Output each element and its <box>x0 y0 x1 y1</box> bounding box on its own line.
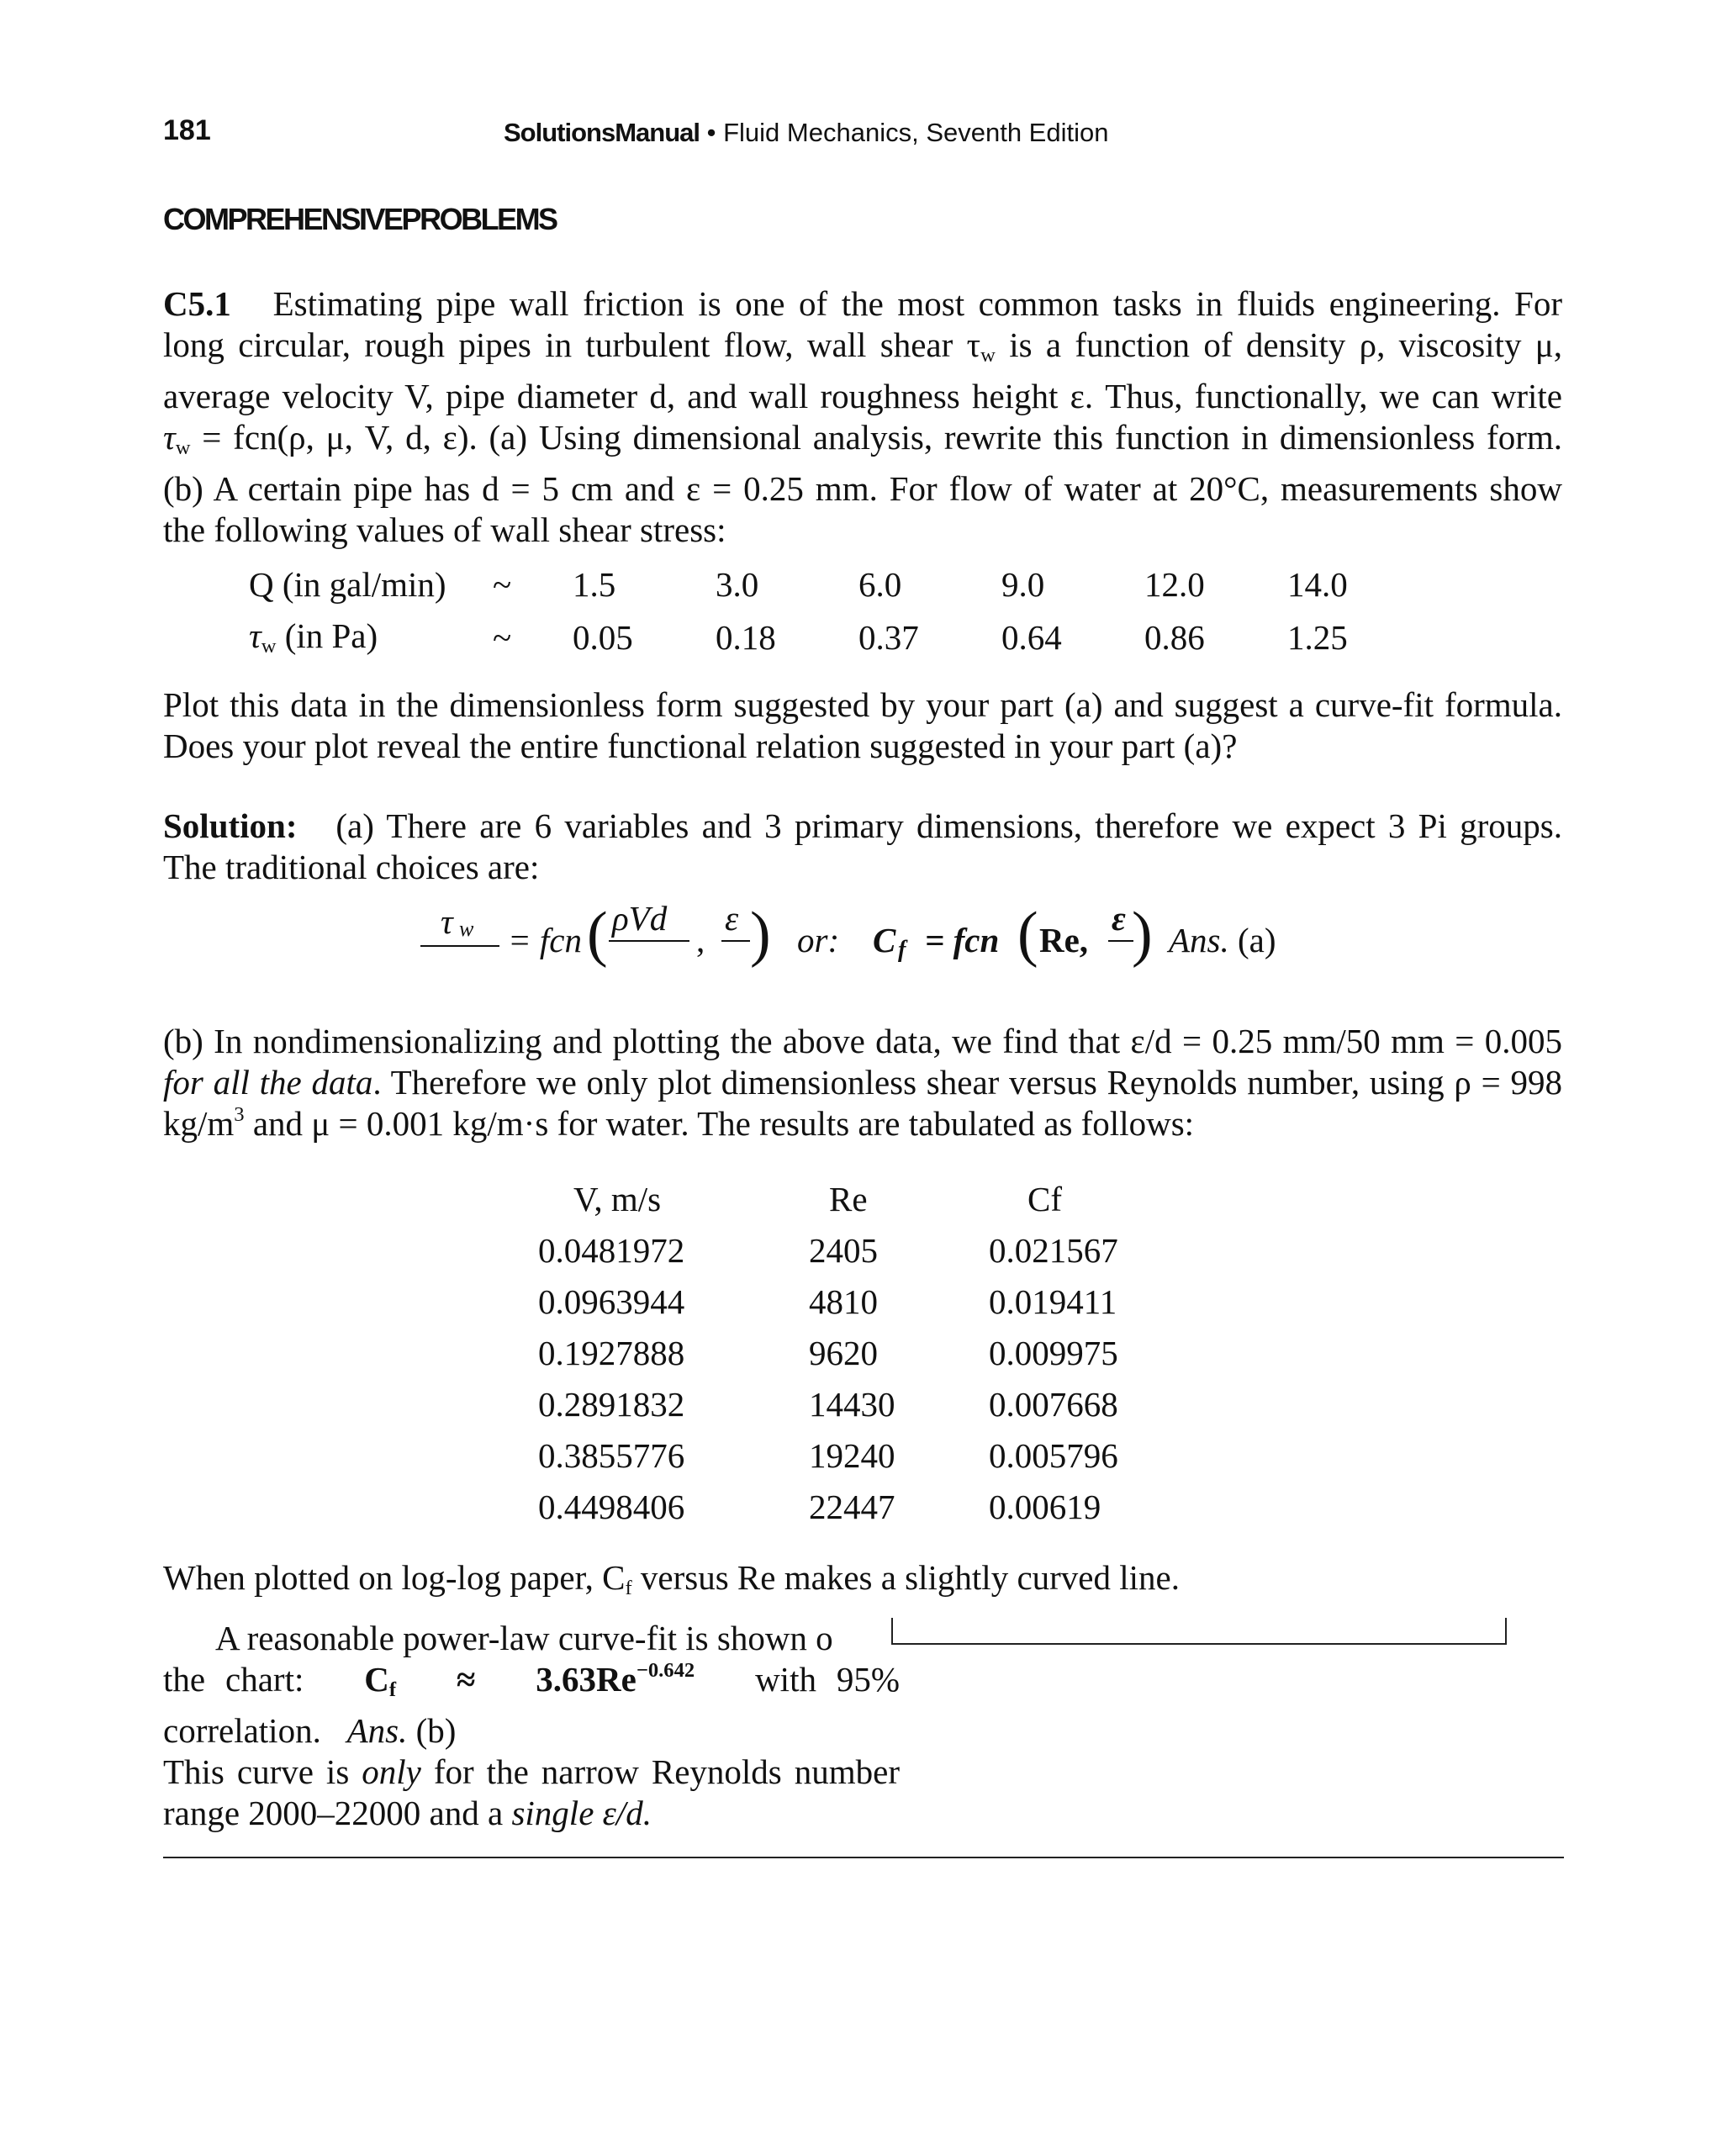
problem-statement <box>163 283 1562 551</box>
eq-fraction-bar-3 <box>721 940 750 942</box>
eq-close-paren-2: ) <box>1132 900 1153 969</box>
eq-fcn-bold: = fcn <box>925 921 1000 959</box>
eq-or: or: <box>797 921 840 959</box>
eq-ans: Ans. <box>1169 921 1229 959</box>
eq-ans-tag: (a) <box>1238 921 1276 959</box>
plot-instruction: Plot this data in the dimensionless form suggested by your part (a) and suggest a curve-fit formula. Does your plot reveal the entire functional relation suggested in your part (a)? <box>163 685 1562 765</box>
eq-open-paren-2: ( <box>1017 900 1038 969</box>
problem-line-4: $\tau_w = fcn(\rho$, μ, V, d, ε). (a) Using dimensional analysis, rewrite this function in dimensionless form. <box>163 418 1563 460</box>
section-divider <box>163 1857 1564 1858</box>
part-b-paragraph: (b) In nondimensionalizing and plotting the above data, we find that ε/d = 0.25 mm/50 mm = 0.005 for all the data. Therefore we only plot dimensionless shear versus Reynolds number, using ρ = 998 $kg/m^3$ and μ = 0.001 kg/m·s for water. The results are tabulated as follows: <box>163 1022 1563 1143</box>
table-row: $\tau_w$ (in Pa) ~ 0.05 0.18 0.37 0.64 0.86 1.25 <box>249 610 1397 663</box>
eq-tau-sub: w <box>459 917 474 941</box>
page-number: 181 <box>163 114 211 146</box>
eq-cf: C <box>873 921 896 959</box>
col-header-cf: Cf <box>1027 1179 1062 1218</box>
col-header-v: V, m/s <box>573 1179 662 1218</box>
eq-fraction-bar <box>420 945 499 947</box>
tau-label: $\tau_w$ (in Pa) <box>249 616 378 658</box>
col-header-re: Re <box>829 1179 868 1218</box>
eq-fraction-bar-2 <box>609 940 689 942</box>
eq-tau: τ <box>441 902 453 941</box>
table-row: 0.3855776 19240 0.005796 <box>538 1435 1118 1475</box>
tilde: ~ <box>493 617 512 657</box>
problem-line-5: (b) A certain pipe has d = 5 cm and ε = 0.25 mm. For flow of water at 20°C, measurements show <box>163 469 1562 509</box>
problem-line-3: average velocity V, pipe diameter d, and wall roughness height ε. Thus, functionally, we can write <box>163 377 1562 416</box>
running-head-manual: SolutionsManual <box>504 118 700 147</box>
running-head <box>504 118 1108 148</box>
pi-group-equation <box>420 899 1345 975</box>
eq-eps-2: ε <box>1112 899 1126 938</box>
measurement-table <box>249 557 1397 663</box>
eq-fcn: = fcn <box>508 921 583 959</box>
tilde: ~ <box>493 564 512 604</box>
table-header-row <box>538 1173 1196 1224</box>
problem-line-6: the following values of wall shear stress: <box>163 510 726 550</box>
closing-paragraph: A reasonable power-law curve-fit is shown o the chart: $C_f$ ≈ $3.63Re^{-0.642}$ with 95% correlation. Ans. (b) This curve is only for the narrow Reynolds number range 2000–22000 and a single ε/d. <box>163 1619 901 1833</box>
running-head-book: Fluid Mechanics, Seventh Edition <box>723 118 1109 147</box>
problem-line-1: C5.1 Estimating pipe wall friction is one of the most common tasks in fluids engineering. For <box>163 284 1563 323</box>
chart-placeholder-frame <box>891 1618 1507 1645</box>
table-row: 0.4498406 22447 0.00619 <box>538 1487 1101 1526</box>
table-row: 0.0481972 2405 0.021567 <box>538 1230 1118 1270</box>
solution-intro: Solution: (a) There are 6 variables and 3 primary dimensions, therefore we expect 3 Pi groups. The traditional choices are: <box>163 806 1563 886</box>
table-row: 0.1927888 9620 0.009975 <box>538 1333 1118 1372</box>
table-row: 0.0963944 4810 0.019411 <box>538 1281 1117 1321</box>
eq-cf-sub: f <box>898 937 906 963</box>
page-header <box>163 114 1559 156</box>
table-row: Q (in gal/min) ~ 1.5 3.0 6.0 9.0 12.0 14.0 <box>249 557 1397 610</box>
eq-re: Re, <box>1039 921 1089 959</box>
solution-label: Solution: <box>163 806 298 845</box>
q-label: Q (in gal/min) <box>249 564 446 604</box>
eq-close-paren: ) <box>750 900 771 969</box>
running-head-bullet: • <box>706 118 716 147</box>
eq-eps: ε <box>725 899 739 938</box>
eq-open-paren: ( <box>587 900 608 969</box>
eq-fraction-bar-4 <box>1108 940 1133 942</box>
problem-line-2: long circular, rough pipes in turbulent flow, wall shear $\tau_w$ is a function of density ρ, viscosity μ, <box>163 325 1563 367</box>
eq-comma: , <box>696 921 705 959</box>
closing-line-1: When plotted on log-log paper, $C_f$ versus Re makes a slightly curved line. <box>163 1558 1180 1600</box>
results-table <box>538 1173 1196 1532</box>
table-row: 0.2891832 14430 0.007668 <box>538 1384 1118 1424</box>
eq-rhovd: ρVd <box>612 899 668 938</box>
problem-label: C5.1 <box>163 284 231 323</box>
section-title: COMPREHENSIVEPROBLEMS <box>163 202 557 236</box>
